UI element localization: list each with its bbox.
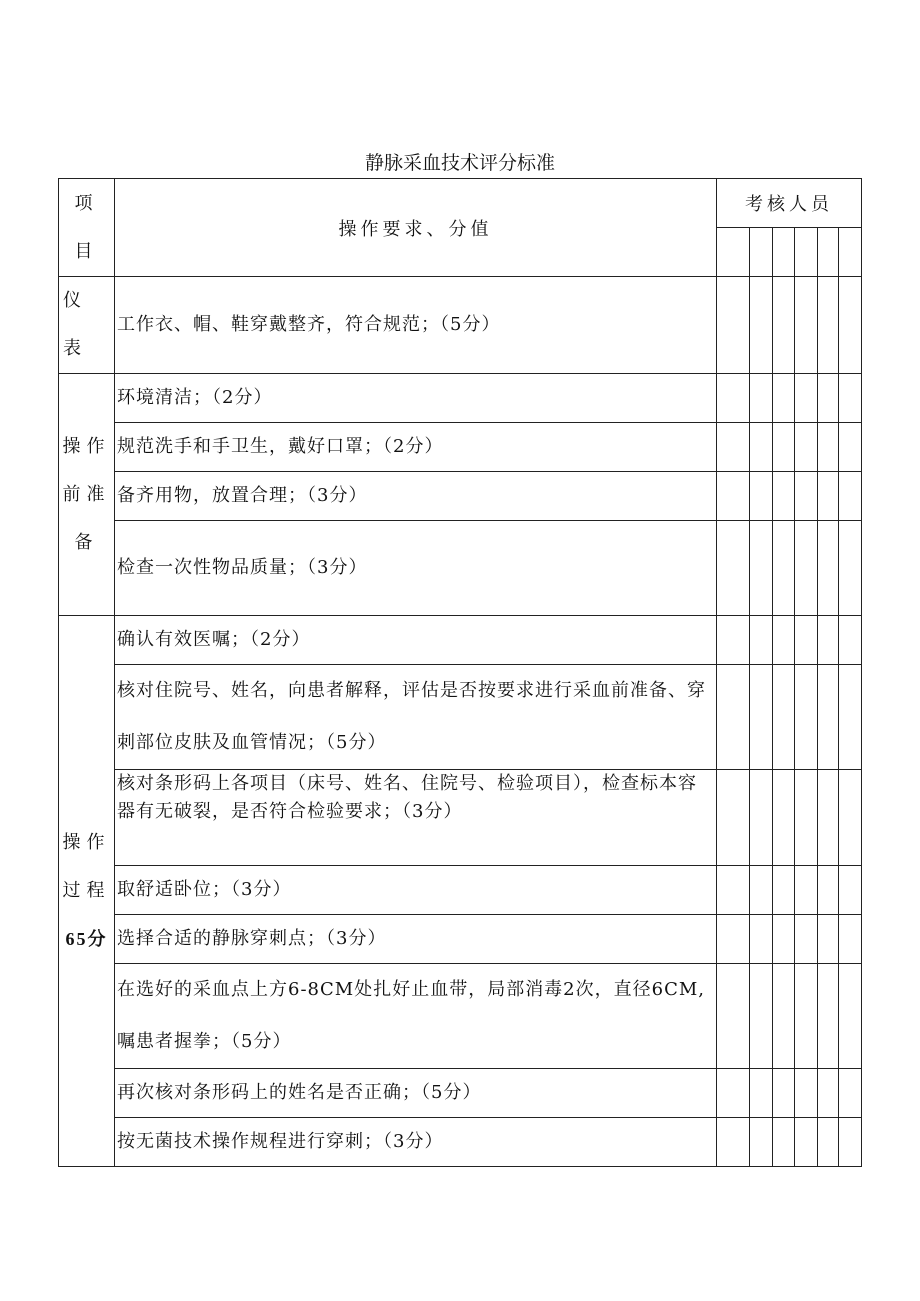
score-cell[interactable]: [818, 964, 839, 1069]
category-line: 表: [63, 338, 81, 359]
score-cell[interactable]: [750, 521, 773, 616]
score-cell[interactable]: [839, 1069, 862, 1118]
score-cell[interactable]: [773, 423, 795, 472]
score-cell[interactable]: [795, 521, 818, 616]
score-cell[interactable]: [717, 915, 750, 964]
score-cell[interactable]: [717, 1118, 750, 1167]
criterion-text: 备齐用物，放置合理；（3分）: [115, 472, 717, 521]
score-cell[interactable]: [717, 616, 750, 665]
score-cell[interactable]: [818, 1118, 839, 1167]
score-cell[interactable]: [818, 866, 839, 915]
score-cell[interactable]: [795, 616, 818, 665]
score-cell[interactable]: [750, 964, 773, 1069]
score-cell[interactable]: [839, 1118, 862, 1167]
score-cell[interactable]: [773, 964, 795, 1069]
score-cell[interactable]: [839, 521, 862, 616]
examiner-column: [750, 228, 773, 277]
score-cell[interactable]: [773, 915, 795, 964]
score-cell[interactable]: [839, 915, 862, 964]
score-cell[interactable]: [773, 866, 795, 915]
examiner-column: [818, 228, 839, 277]
header-item-line2: 目: [74, 240, 99, 262]
score-cell[interactable]: [818, 616, 839, 665]
examiner-column: [795, 228, 818, 277]
score-cell[interactable]: [750, 915, 773, 964]
score-cell[interactable]: [750, 374, 773, 423]
criterion-text: 核对条形码上各项目（床号、姓名、住院号、检验项目），检查标本容器有无破裂，是否符合检验要求；（3分）: [117, 773, 697, 822]
score-cell[interactable]: [795, 1118, 818, 1167]
score-cell[interactable]: [773, 616, 795, 665]
score-cell[interactable]: [795, 770, 818, 866]
score-cell[interactable]: [839, 665, 862, 770]
score-cell[interactable]: [750, 665, 773, 770]
score-cell[interactable]: [818, 770, 839, 866]
header-examiners-cell: 考核人员: [717, 179, 862, 228]
category-line: 操作: [62, 435, 111, 457]
score-cell[interactable]: [818, 423, 839, 472]
score-cell[interactable]: [839, 277, 862, 374]
score-cell[interactable]: [795, 423, 818, 472]
score-cell[interactable]: [839, 964, 862, 1069]
score-cell[interactable]: [773, 770, 795, 866]
header-item-line1: 项: [74, 192, 99, 214]
criterion-text: 环境清洁；（2分）: [115, 374, 717, 423]
criterion-text: 在选好的采血点上方6-8CM处扎好止血带，局部消毒2次，直径6CM,嘱患者握拳；（5分）: [115, 964, 717, 1069]
examiner-column: [839, 228, 862, 277]
score-cell[interactable]: [750, 1118, 773, 1167]
category-preparation: [59, 374, 115, 616]
score-cell[interactable]: [773, 277, 795, 374]
category-line: 操作: [62, 832, 111, 853]
category-line: 备: [74, 531, 99, 553]
score-cell[interactable]: [750, 277, 773, 374]
score-cell[interactable]: [717, 472, 750, 521]
score-cell[interactable]: [750, 1069, 773, 1118]
criterion-text: 确认有效医嘱；（2分）: [115, 616, 717, 665]
category-line: 仪: [63, 290, 81, 311]
criterion-text: 检查一次性物品质量；（3分）: [115, 521, 717, 616]
criterion-cell: [115, 770, 717, 866]
header-item-cell: [59, 179, 115, 277]
score-cell[interactable]: [717, 423, 750, 472]
header-requirement-cell: 操作要求、分值: [115, 179, 717, 277]
score-cell[interactable]: [795, 964, 818, 1069]
score-cell[interactable]: [717, 770, 750, 866]
score-cell[interactable]: [773, 1118, 795, 1167]
score-cell[interactable]: [717, 521, 750, 616]
score-cell[interactable]: [795, 374, 818, 423]
score-cell[interactable]: [795, 665, 818, 770]
examiner-column: [773, 228, 795, 277]
score-cell[interactable]: [717, 964, 750, 1069]
score-cell[interactable]: [839, 866, 862, 915]
score-cell[interactable]: [839, 423, 862, 472]
score-cell[interactable]: [717, 277, 750, 374]
score-cell[interactable]: [818, 374, 839, 423]
score-cell[interactable]: [750, 423, 773, 472]
score-cell[interactable]: [750, 770, 773, 866]
category-procedure: [59, 616, 115, 1167]
category-line: 过程: [62, 880, 111, 901]
criterion-text: 取舒适卧位；（3分）: [115, 866, 717, 915]
category-line: 65分: [65, 929, 108, 949]
score-cell[interactable]: [839, 616, 862, 665]
score-cell[interactable]: [717, 1069, 750, 1118]
score-cell[interactable]: [818, 915, 839, 964]
score-cell[interactable]: [773, 665, 795, 770]
score-cell[interactable]: [818, 665, 839, 770]
category-line: 前准: [62, 483, 111, 505]
category-appearance: [59, 277, 115, 374]
criterion-text: 核对住院号、姓名，向患者解释，评估是否按要求进行采血前准备、穿刺部位皮肤及血管情况；（5分）: [115, 665, 717, 770]
score-cell[interactable]: [717, 374, 750, 423]
score-cell[interactable]: [839, 374, 862, 423]
score-cell[interactable]: [773, 472, 795, 521]
score-cell[interactable]: [795, 277, 818, 374]
score-cell[interactable]: [818, 472, 839, 521]
score-cell[interactable]: [750, 616, 773, 665]
score-cell[interactable]: [818, 521, 839, 616]
score-cell[interactable]: [795, 472, 818, 521]
score-cell[interactable]: [818, 277, 839, 374]
criterion-text: 规范洗手和手卫生，戴好口罩；（2分）: [115, 423, 717, 472]
score-cell[interactable]: [773, 1069, 795, 1118]
examiner-column: [717, 228, 750, 277]
criterion-text: 工作衣、帽、鞋穿戴整齐，符合规范；（5分）: [115, 277, 717, 374]
score-cell[interactable]: [795, 1069, 818, 1118]
score-cell[interactable]: [795, 915, 818, 964]
score-cell[interactable]: [839, 770, 862, 866]
criterion-text: 按无菌技术操作规程进行穿刺；（3分）: [115, 1118, 717, 1167]
score-table: [58, 178, 862, 1167]
score-cell[interactable]: [773, 374, 795, 423]
page-title: 静脉采血技术评分标准: [364, 152, 555, 174]
criterion-text: 再次核对条形码上的姓名是否正确；（5分）: [115, 1069, 717, 1118]
score-cell[interactable]: [717, 665, 750, 770]
score-cell[interactable]: [750, 866, 773, 915]
criterion-text: 选择合适的静脉穿刺点；（3分）: [115, 915, 717, 964]
score-cell[interactable]: [795, 866, 818, 915]
score-cell[interactable]: [717, 866, 750, 915]
score-cell[interactable]: [750, 472, 773, 521]
score-cell[interactable]: [839, 472, 862, 521]
score-cell[interactable]: [818, 1069, 839, 1118]
score-cell[interactable]: [773, 521, 795, 616]
